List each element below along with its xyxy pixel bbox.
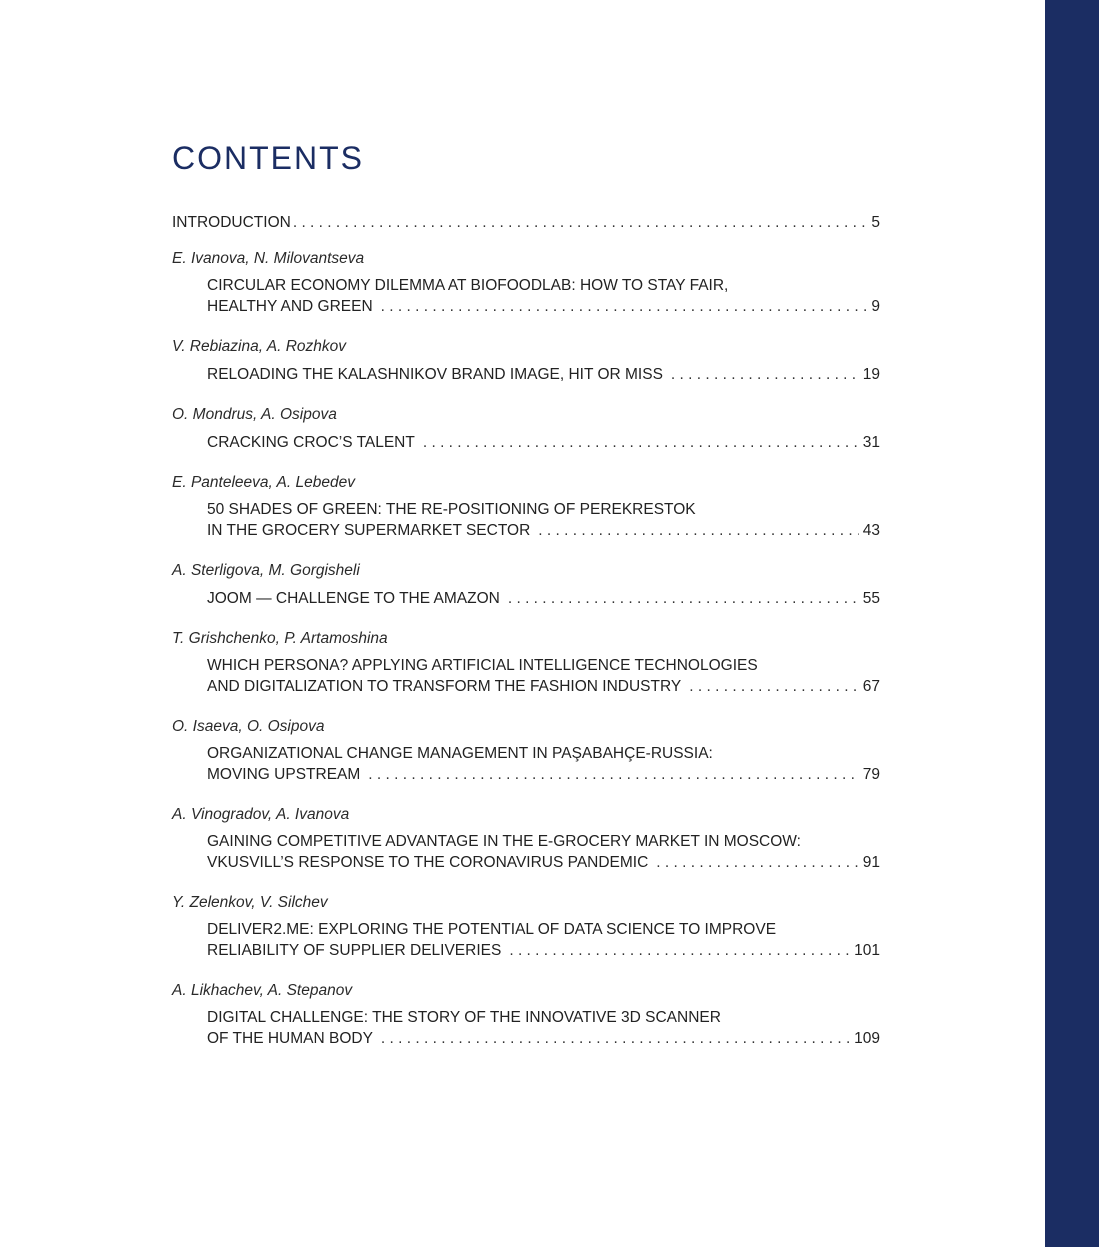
toc-entry-title: RELOADING THE KALASHNIKOV BRAND IMAGE, HIT OR MISS [207,366,663,383]
toc-entry-line [207,588,880,609]
toc-entry-authors: A. Vinogradov, A. Ivanova [172,806,350,823]
dot-leader [671,364,859,385]
toc-entry[interactable] [172,337,880,385]
dot-leader [293,212,868,233]
toc-entry-line [207,296,880,317]
toc-entry-page: 109 [854,1030,880,1047]
toc-introduction-page: 5 [871,214,880,231]
toc-entry-article [172,276,880,317]
dot-leader [423,432,859,453]
toc-entry-title-line: CIRCULAR ECONOMY DILEMMA AT BIOFOODLAB: HOW TO STAY FAIR, [207,277,729,294]
toc-entry-title: VKUSVILL’S RESPONSE TO THE CORONAVIRUS PANDEMIC [207,854,649,871]
dot-leader [509,940,850,961]
dot-leader [381,296,868,317]
toc-entry-page: 79 [862,766,880,783]
toc-entry[interactable] [172,249,880,317]
toc-entry-authors: A. Sterligova, M. Gorgisheli [172,562,360,579]
toc-entries [172,249,880,1049]
toc-entry-authors: O. Isaeva, O. Osipova [172,718,325,735]
toc-entry-line [207,676,880,697]
toc-entry-title: MOVING UPSTREAM [207,766,361,783]
dot-leader [368,764,858,785]
dot-leader [689,676,859,697]
toc-entry-title: OF THE HUMAN BODY [207,1030,373,1047]
toc-entry[interactable] [172,893,880,961]
toc-entry-article [172,744,880,785]
dot-leader [508,588,859,609]
toc-entry-line [207,1028,880,1049]
toc-entry-page: 101 [854,942,880,959]
side-accent-bar [1045,0,1099,1247]
toc-entry-line [207,364,880,385]
toc-entry-line [207,852,880,873]
toc-introduction-title: INTRODUCTION [172,214,291,231]
toc-entry-title: JOOM — CHALLENGE TO THE AMAZON [207,590,500,607]
toc-entry-page: 67 [862,678,880,695]
toc-entry[interactable] [172,473,880,541]
toc-entry-article [172,1008,880,1049]
toc-entry-article [172,832,880,873]
toc-entry-article [172,656,880,697]
toc-entry-article [172,500,880,541]
toc-entry-article [172,364,880,385]
toc-entry-title: CRACKING CROC’S TALENT [207,434,415,451]
dot-leader [538,520,858,541]
toc-entry-authors: E. Ivanova, N. Milovantseva [172,250,365,267]
toc-entry-title-line: 50 SHADES OF GREEN: THE RE-POSITIONING OF PEREKRESTOK [207,501,696,518]
toc-entry-authors: V. Rebiazina, A. Rozhkov [172,338,347,355]
dot-leader [381,1028,850,1049]
toc-entry-authors: Y. Zelenkov, V. Silchev [172,894,328,911]
toc-entry-article [172,432,880,453]
toc-entry-title: AND DIGITALIZATION TO TRANSFORM THE FASHION INDUSTRY [207,678,682,695]
table-of-contents [172,212,880,1069]
toc-entry-authors: T. Grishchenko, P. Artamoshina [172,630,388,647]
toc-entry-page: 91 [862,854,880,871]
toc-entry-page: 55 [862,590,880,607]
toc-entry-page: 31 [862,434,880,451]
toc-entry-title: HEALTHY AND GREEN [207,298,373,315]
toc-entry[interactable] [172,805,880,873]
toc-entry-title-line: GAINING COMPETITIVE ADVANTAGE IN THE E-GROCERY MARKET IN MOSCOW: [207,833,801,850]
toc-entry-line [207,764,880,785]
toc-introduction[interactable] [172,212,880,233]
toc-entry-title-line: WHICH PERSONA? APPLYING ARTIFICIAL INTELLIGENCE TECHNOLOGIES [207,657,758,674]
toc-entry[interactable] [172,405,880,453]
toc-entry[interactable] [172,981,880,1049]
toc-entry-article [172,588,880,609]
toc-entry-authors: E. Panteleeva, A. Lebedev [172,474,355,491]
toc-entry-page: 19 [862,366,880,383]
toc-entry-title-line: DIGITAL CHALLENGE: THE STORY OF THE INNOVATIVE 3D SCANNER [207,1009,721,1026]
toc-entry-authors: O. Mondrus, A. Osipova [172,406,337,423]
toc-entry[interactable] [172,629,880,697]
toc-entry-article [172,920,880,961]
page-title: CONTENTS [172,140,364,176]
toc-entry-title-line: ORGANIZATIONAL CHANGE MANAGEMENT IN PAŞABAHÇE-RUSSIA: [207,745,713,762]
toc-entry-line [207,520,880,541]
toc-entry-title: IN THE GROCERY SUPERMARKET SECTOR [207,522,531,539]
toc-entry-authors: A. Likhachev, A. Stepanov [172,982,353,999]
toc-entry-line [207,432,880,453]
toc-entry-title-line: DELIVER2.ME: EXPLORING THE POTENTIAL OF DATA SCIENCE TO IMPROVE [207,921,777,938]
dot-leader [656,852,858,873]
toc-entry-line [207,940,880,961]
toc-entry-page: 43 [862,522,880,539]
toc-entry-title: RELIABILITY OF SUPPLIER DELIVERIES [207,942,502,959]
toc-entry[interactable] [172,561,880,609]
toc-entry-page: 9 [871,298,880,315]
toc-entry[interactable] [172,717,880,785]
